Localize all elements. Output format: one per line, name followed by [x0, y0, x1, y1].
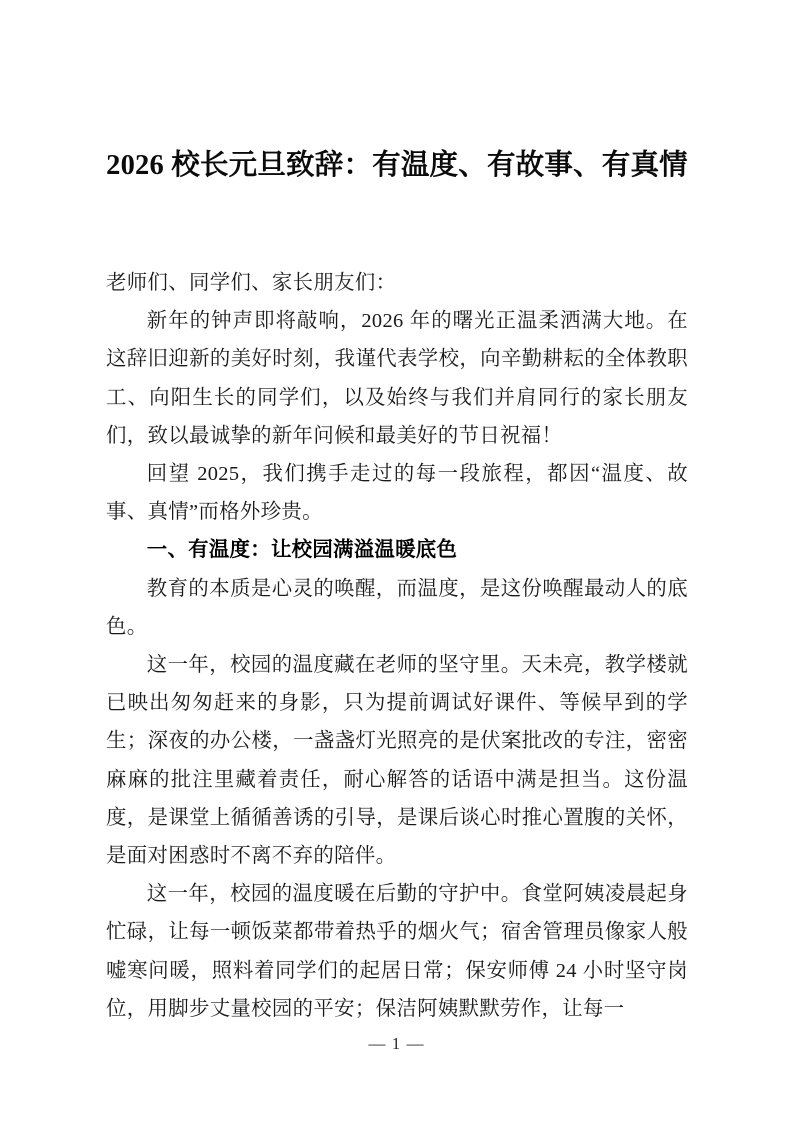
page-title	[106, 144, 688, 188]
paragraph-looking-back: 回望 2025，我们携手走过的每一段旅程，都因“温度、故事、真情”而格外珍贵。	[106, 463, 688, 524]
paragraph-logistics-staff: 这一年，校园的温度暖在后勤的守护中。食堂阿姨凌晨起身忙碌，让每一顿饭菜都带着热乎的烟火气；宿舍管理员像家人般嘘寒问暖，照料着同学们的起居日常；保安师傅 24 小时坚守岗位，用脚步丈量校园的平安；保洁阿姨默默劳作，让每一	[106, 883, 688, 1020]
document-body	[106, 264, 688, 1028]
paragraph-essence-of-education: 教育的本质是心灵的唤醒，而温度，是这份唤醒最动人的底色。	[106, 577, 688, 638]
page-number-footer: — 1 —	[368, 1034, 425, 1053]
section-heading-warmth: 一、有温度：让校园满溢温暖底色	[146, 539, 458, 562]
paragraph-new-year-greeting: 新年的钟声即将敲响，2026 年的曙光正温柔洒满大地。在这辞旧迎新的美好时刻，我谨代表学校，向辛勤耕耘的全体教职工、向阳生长的同学们，以及始终与我们并肩同行的家长朋友们，致以最诚挚的新年问候和最美好的节日祝福！	[106, 310, 688, 447]
page-title-text: 2026 校长元旦致辞：有温度、有故事、有真情	[106, 150, 688, 181]
paragraph-teachers-dedication: 这一年，校园的温度藏在老师的坚守里。天未亮，教学楼就已映出匆匆赶来的身影，只为提前调试好课件、等候早到的学生；深夜的办公楼，一盏盏灯光照亮的是伏案批改的专注，密密麻麻的批注里藏着责任，耐心解答的话语中满是担当。这份温度，是课堂上循循善诱的引导，是课后谈心时推心置腹的关怀，是面对困惑时不离不弃的陪伴。	[106, 654, 688, 868]
paragraph-salutation: 老师们、同学们、家长朋友们：	[106, 272, 397, 294]
